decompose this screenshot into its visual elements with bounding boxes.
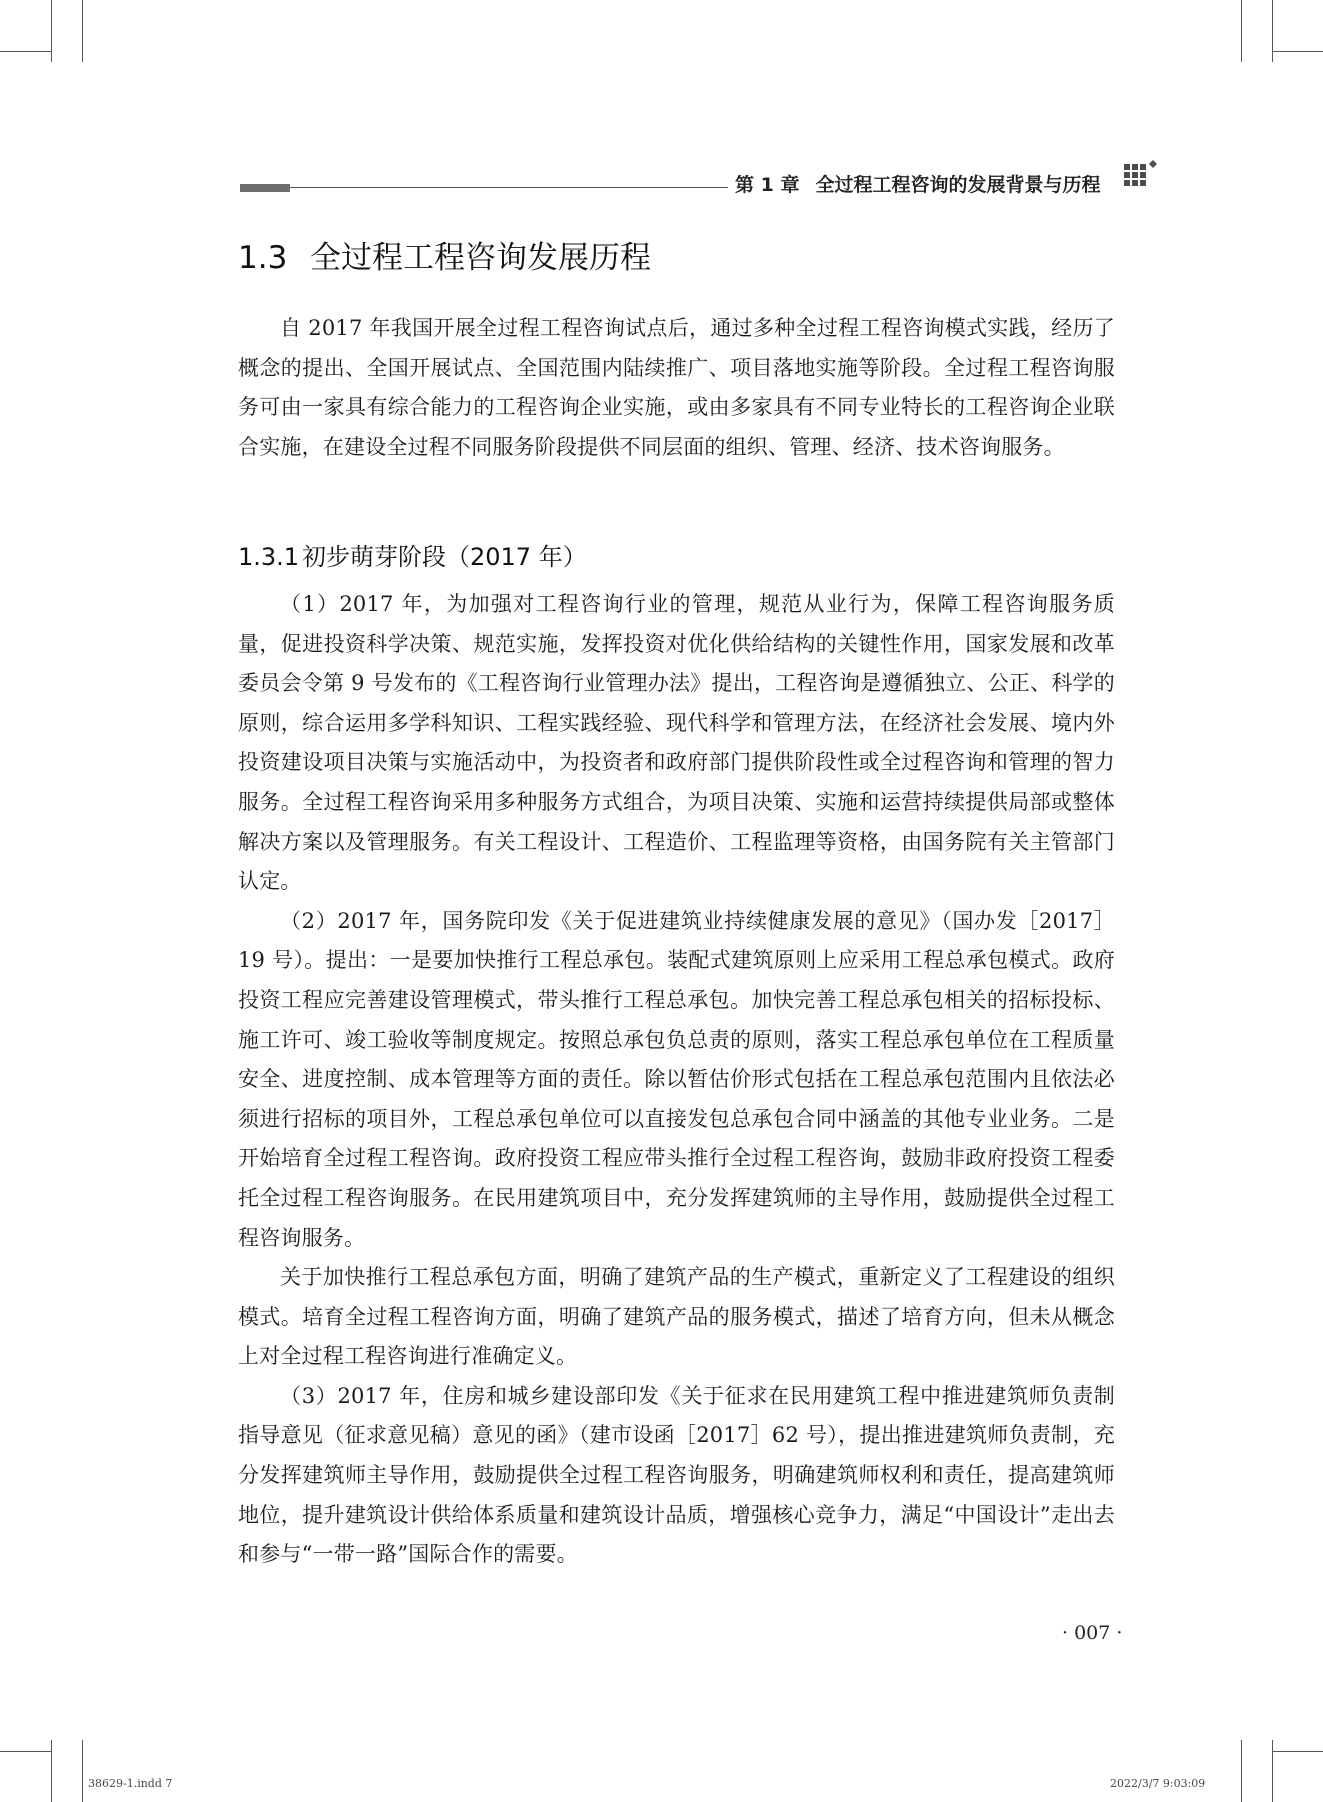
section-title: 全过程工程咨询发展历程 bbox=[310, 240, 651, 276]
paragraph-4: （3）2017 年，住房和城乡建设部印发《关于征求在民用建筑工程中推进建筑师负责制指导意见（征求意见稿）意见的函》（建市设函［2017］62 号），提出推进建筑师负责制，充分发挥建筑师主导作用，鼓励提供全过程工程咨询服务，明确建筑师权利和责任，提高建筑师地位，提升建筑设计供给体系质量和建筑设计品质，增强核心竞争力，满足“中国设计”走出去和参与“一带一路”国际合作的需要。 bbox=[238, 1383, 1115, 1567]
grid-diamond-icon bbox=[1124, 160, 1158, 196]
running-header bbox=[735, 170, 1100, 197]
intro-paragraph: 自 2017 年我国开展全过程工程咨询试点后，通过多种全过程工程咨询模式实践，经历了概念的提出、全国开展试点、全国范围内陆续推广、项目落地实施等阶段。全过程工程咨询服务可由一家具有综合能力的工程咨询企业实施，或由多家具有不同专业特长的工程咨询企业联合实施，在建设全过程不同服务阶段提供不同层面的组织、管理、经济、技术咨询服务。 bbox=[238, 316, 1115, 459]
chapter-label: 第 1 章 bbox=[735, 174, 800, 196]
crop-mark-bottom-left-h bbox=[0, 1751, 52, 1752]
crop-mark-bottom-left-v2 bbox=[82, 1740, 83, 1802]
crop-mark-bottom-right-v1 bbox=[1241, 1740, 1242, 1802]
header-rule-bar bbox=[240, 184, 290, 192]
crop-mark-top-right-v2 bbox=[1272, 0, 1273, 62]
paragraph-1: （1）2017 年，为加强对工程咨询行业的管理，规范从业行为，保障工程咨询服务质量，促进投资科学决策、规范实施，发挥投资对优化供给结构的关键性作用，国家发展和改革委员会令第 9 号发布的《工程咨询行业管理办法》提出，工程咨询是遵循独立、公正、科学的原则，综合运用多学科知识、工程实践经验、现代科学和管理方法，在经济社会发展、境内外投资建设项目决策与实施活动中，为投资者和政府部门提供阶段性或全过程咨询和管理的智力服务。全过程工程咨询采用多种服务方式组合，为项目决策、实施和运营持续提供局部或整体解决方案以及管理服务。有关工程设计、工程造价、工程监理等资格，由国务院有关主管部门认定。 bbox=[238, 592, 1115, 894]
chapter-title: 全过程工程咨询的发展背景与历程 bbox=[815, 174, 1101, 196]
crop-mark-top-left-v2 bbox=[82, 0, 83, 62]
section-number: 1.3 bbox=[238, 240, 288, 276]
file-slug: 38629-1.indd 7 bbox=[88, 1777, 173, 1790]
crop-mark-bottom-right-h bbox=[1272, 1751, 1323, 1752]
crop-mark-top-right-v1 bbox=[1241, 0, 1242, 62]
crop-mark-bottom-left-v1 bbox=[51, 1740, 52, 1802]
subsection-body bbox=[238, 585, 1115, 1575]
section-heading bbox=[238, 232, 651, 277]
page-number: · 007 · bbox=[1062, 1622, 1123, 1644]
crop-mark-top-left-v1 bbox=[51, 0, 52, 62]
paragraph-2: （2）2017 年，国务院印发《关于促进建筑业持续健康发展的意见》（国办发［2017］19 号）。提出：一是要加快推行工程总承包。装配式建筑原则上应采用工程总承包模式。政府投资工程应完善建设管理模式，带头推行工程总承包。加快完善工程总承包相关的招标投标、施工许可、竣工验收等制度规定。按照总承包负总责的原则，落实工程总承包单位在工程质量安全、进度控制、成本管理等方面的责任。除以暂估价形式包括在工程总承包范围内且依法必须进行招标的项目外，工程总承包单位可以直接发包总承包合同中涵盖的其他专业业务。二是开始培育全过程工程咨询。政府投资工程应带头推行全过程工程咨询，鼓励非政府投资工程委托全过程工程咨询服务。在民用建筑项目中，充分发挥建筑师的主导作用，鼓励提供全过程工程咨询服务。 bbox=[238, 908, 1115, 1250]
subsection-number: 1.3.1 bbox=[238, 543, 300, 571]
crop-mark-top-left-h bbox=[0, 51, 52, 52]
section-intro bbox=[238, 309, 1115, 467]
crop-mark-top-right-h bbox=[1272, 51, 1323, 52]
header-rule-line bbox=[290, 187, 728, 188]
subsection-heading bbox=[238, 537, 587, 572]
crop-mark-bottom-right-v2 bbox=[1272, 1740, 1273, 1802]
subsection-title: 初步萌芽阶段（2017 年） bbox=[302, 543, 587, 571]
paragraph-3: 关于加快推行工程总承包方面，明确了建筑产品的生产模式，重新定义了工程建设的组织模式。培育全过程工程咨询方面，明确了建筑产品的服务模式，描述了培育方向，但未从概念上对全过程工程咨询进行准确定义。 bbox=[238, 1265, 1115, 1369]
print-timestamp: 2022/3/7 9:03:09 bbox=[1110, 1777, 1206, 1790]
